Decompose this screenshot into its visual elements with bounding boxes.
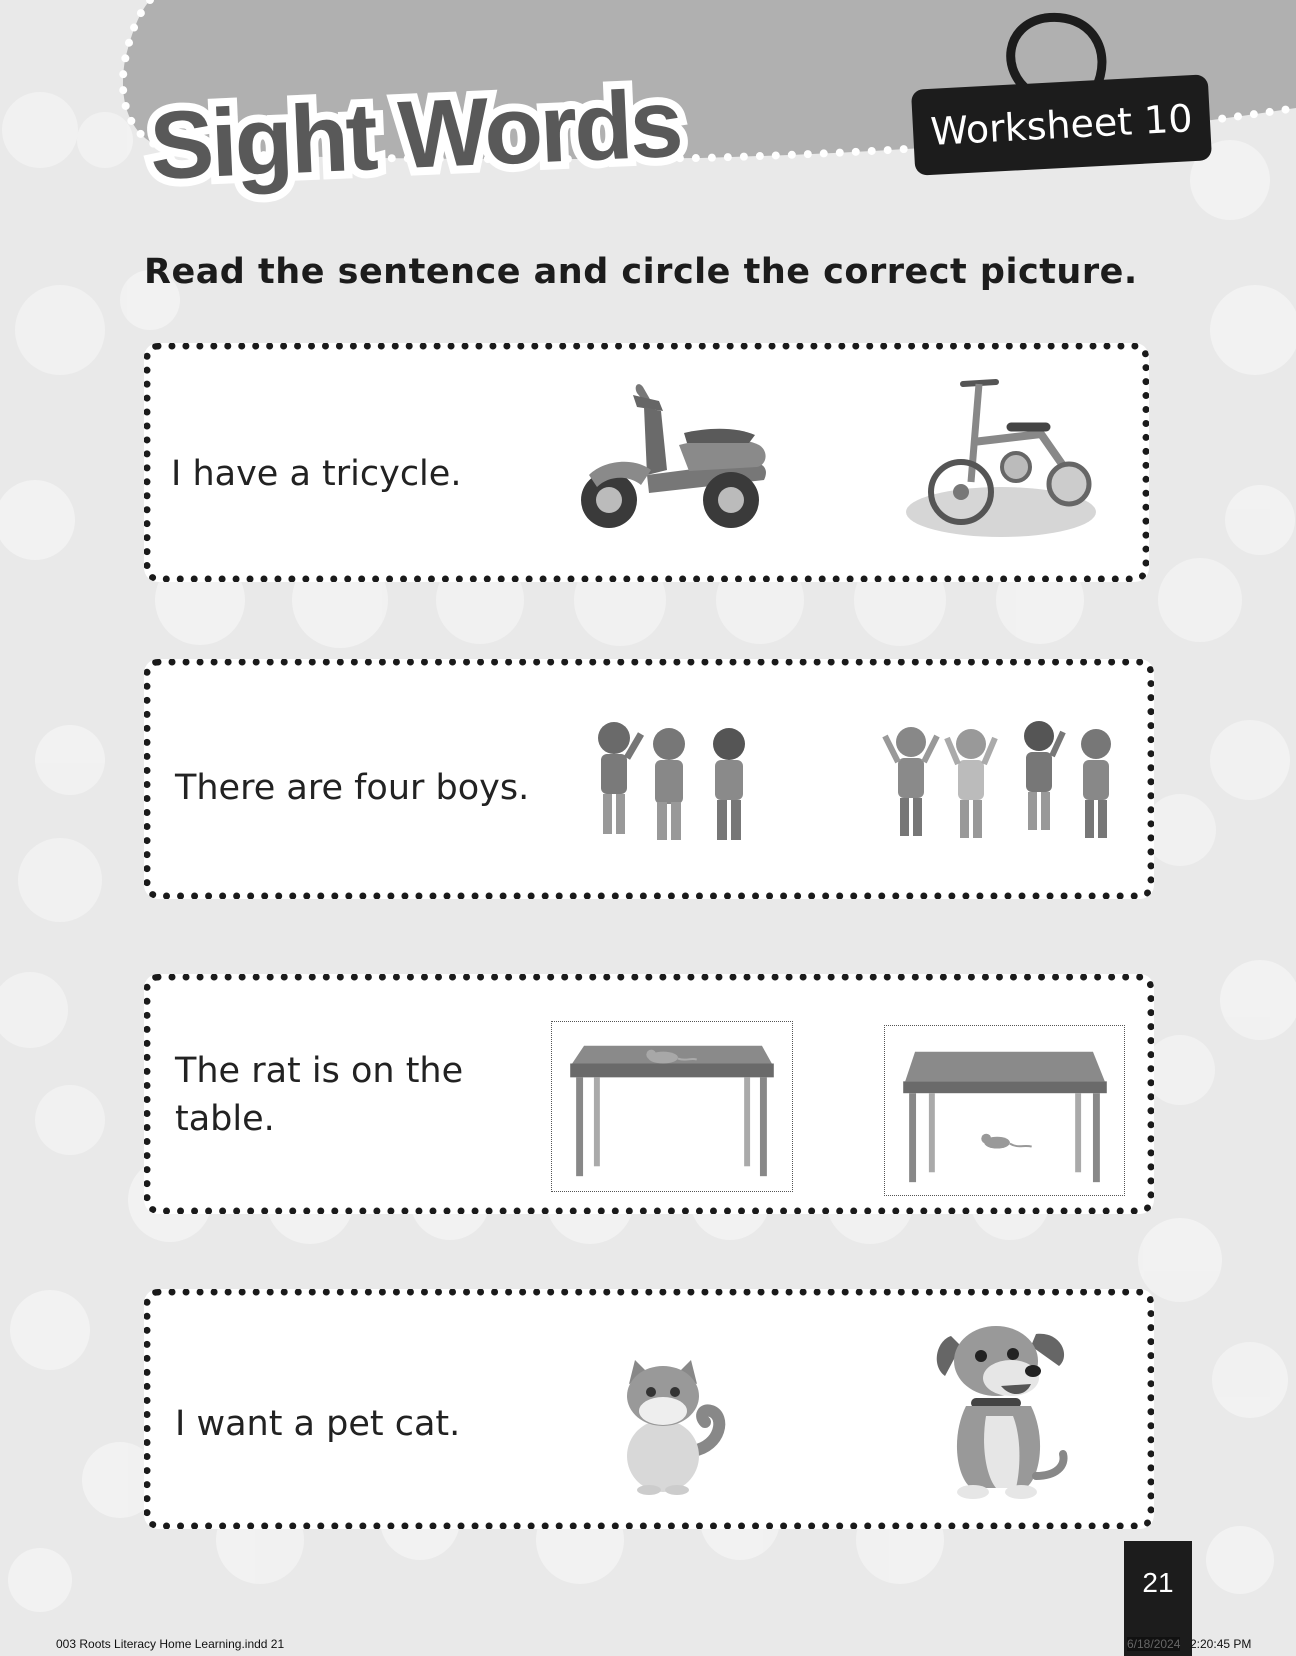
file-slug: 003 Roots Literacy Home Learning.indd 21 — [56, 1637, 285, 1651]
scooter-picture[interactable] — [559, 375, 784, 535]
time-slug: 2:20:45 PM — [1190, 1637, 1252, 1651]
tricycle-picture[interactable] — [901, 372, 1101, 547]
date-slug: 6/18/2024 — [1127, 1637, 1181, 1651]
cat-picture[interactable] — [611, 1356, 731, 1496]
question-card-4 — [144, 1289, 1154, 1529]
worksheet-tag — [911, 74, 1212, 175]
four-boys-picture[interactable] — [881, 714, 1126, 844]
rat-on-table-picture[interactable] — [551, 1021, 793, 1192]
rat-under-table-picture[interactable] — [884, 1025, 1125, 1196]
page-number: 21 — [1124, 1541, 1192, 1656]
worksheet-label: Worksheet 10 — [929, 96, 1194, 154]
question-sentence-3-line-2: table. — [175, 1099, 275, 1139]
question-card-2 — [144, 659, 1154, 899]
question-sentence-3-line-1: The rat is on the — [175, 1051, 464, 1091]
question-sentence-4: I want a pet cat. — [175, 1404, 461, 1444]
question-sentence-2: There are four boys. — [175, 768, 530, 808]
instruction-text: Read the sentence and circle the correct picture. — [144, 252, 1138, 292]
page-title: Sight Words — [147, 69, 683, 200]
question-card-1 — [144, 343, 1149, 582]
three-boys-picture[interactable] — [589, 716, 764, 851]
dog-picture[interactable] — [931, 1316, 1081, 1501]
question-card-3 — [144, 974, 1154, 1214]
question-sentence-1: I have a tricycle. — [171, 454, 462, 494]
